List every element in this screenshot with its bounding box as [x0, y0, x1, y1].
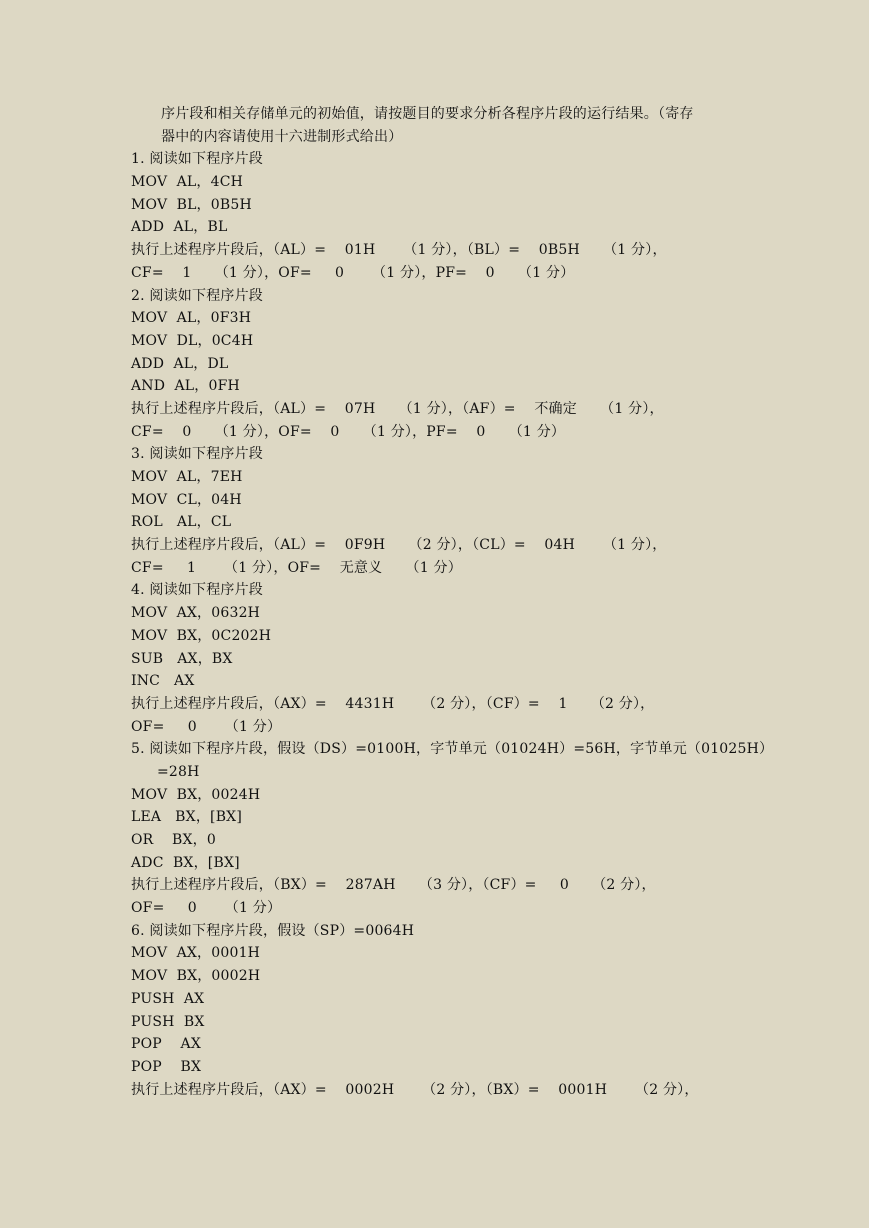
text-line: MOV AL，4CH	[131, 174, 244, 191]
text-line: MOV BX，0C202H	[131, 627, 272, 644]
text-line: POP AX	[131, 1036, 201, 1053]
text-line: CF= 1 （1 分），OF= 0 （1 分），PF= 0 （1 分）	[131, 264, 575, 281]
text-line: 器中的内容请使用十六进制形式给出）	[161, 128, 403, 145]
text-line: CF= 1 （1 分），OF= 无意义 （1 分）	[131, 559, 462, 576]
text-line: PUSH BX	[131, 1013, 205, 1030]
text-line: 执行上述程序片段后，（AX）= 4431H （2 分），（CF）= 1 （2 分），	[131, 695, 655, 712]
text-line: 执行上述程序片段后，（AX）= 0002H （2 分），（BX）= 0001H （2 分），	[131, 1081, 699, 1098]
text-line: POP BX	[131, 1058, 202, 1075]
text-line: MOV AL，7EH	[131, 469, 243, 485]
text-line: 执行上述程序片段后，（AL）= 01H （1 分），（BL）= 0B5H （1 分），	[131, 242, 667, 259]
text-line: 2. 阅读如下程序片段	[131, 287, 264, 304]
text-line: ADC BX，[BX]	[131, 854, 240, 871]
text-line: 4. 阅读如下程序片段	[131, 582, 264, 599]
text-line: 执行上述程序片段后，（AL）= 0F9H （2 分），（CL）= 04H （1 分），	[131, 537, 667, 554]
text-line: ROL AL，CL	[131, 514, 232, 531]
document-body	[131, 103, 774, 1101]
text-line: 执行上述程序片段后，（AL）= 07H （1 分），（AF）= 不确定 （1 分），	[131, 400, 664, 417]
text-line: SUB AX，BX	[131, 650, 233, 667]
text-line: MOV BL，0B5H	[131, 196, 252, 213]
text-line: INC AX	[131, 673, 195, 690]
text-line: OF= 0 （1 分）	[131, 900, 282, 917]
text-line: MOV AX，0001H	[131, 945, 261, 962]
text-line: MOV BX，0024H	[131, 786, 261, 803]
text-line: 1. 阅读如下程序片段	[131, 151, 264, 168]
text-line: MOV BX，0002H	[131, 968, 261, 985]
text-line: OR BX，0	[131, 832, 216, 848]
text-line: LEA BX，[BX]	[131, 809, 243, 826]
text-line: 执行上述程序片段后，（BX）= 287AH （3 分），（CF）= 0 （2 分），	[131, 877, 656, 894]
text-line: CF= 0 （1 分），OF= 0 （1 分），PF= 0 （1 分）	[131, 423, 566, 440]
text-line: =28H	[157, 763, 200, 780]
text-line: PUSH AX	[131, 990, 205, 1007]
text-line: 5. 阅读如下程序片段，假设（DS）=0100H，字节单元（01024H）=56H，字节单元（01025H）	[131, 741, 774, 758]
text-line: MOV AX，0632H	[131, 605, 261, 622]
text-line: ADD AL，BL	[131, 219, 228, 236]
text-line: 6. 阅读如下程序片段，假设（SP）=0064H	[131, 922, 415, 939]
text-line: OF= 0 （1 分）	[131, 718, 282, 735]
text-line: 序片段和相关存储单元的初始值，请按题目的要求分析各程序片段的运行结果。（寄存	[161, 106, 694, 122]
text-line: ADD AL，DL	[131, 355, 229, 372]
text-line: MOV AL，0F3H	[131, 310, 252, 327]
text-line: MOV DL，0C4H	[131, 332, 254, 349]
text-line: 3. 阅读如下程序片段	[131, 446, 264, 463]
text-line: MOV CL，04H	[131, 491, 242, 508]
text-line: AND AL，0FH	[131, 378, 240, 395]
